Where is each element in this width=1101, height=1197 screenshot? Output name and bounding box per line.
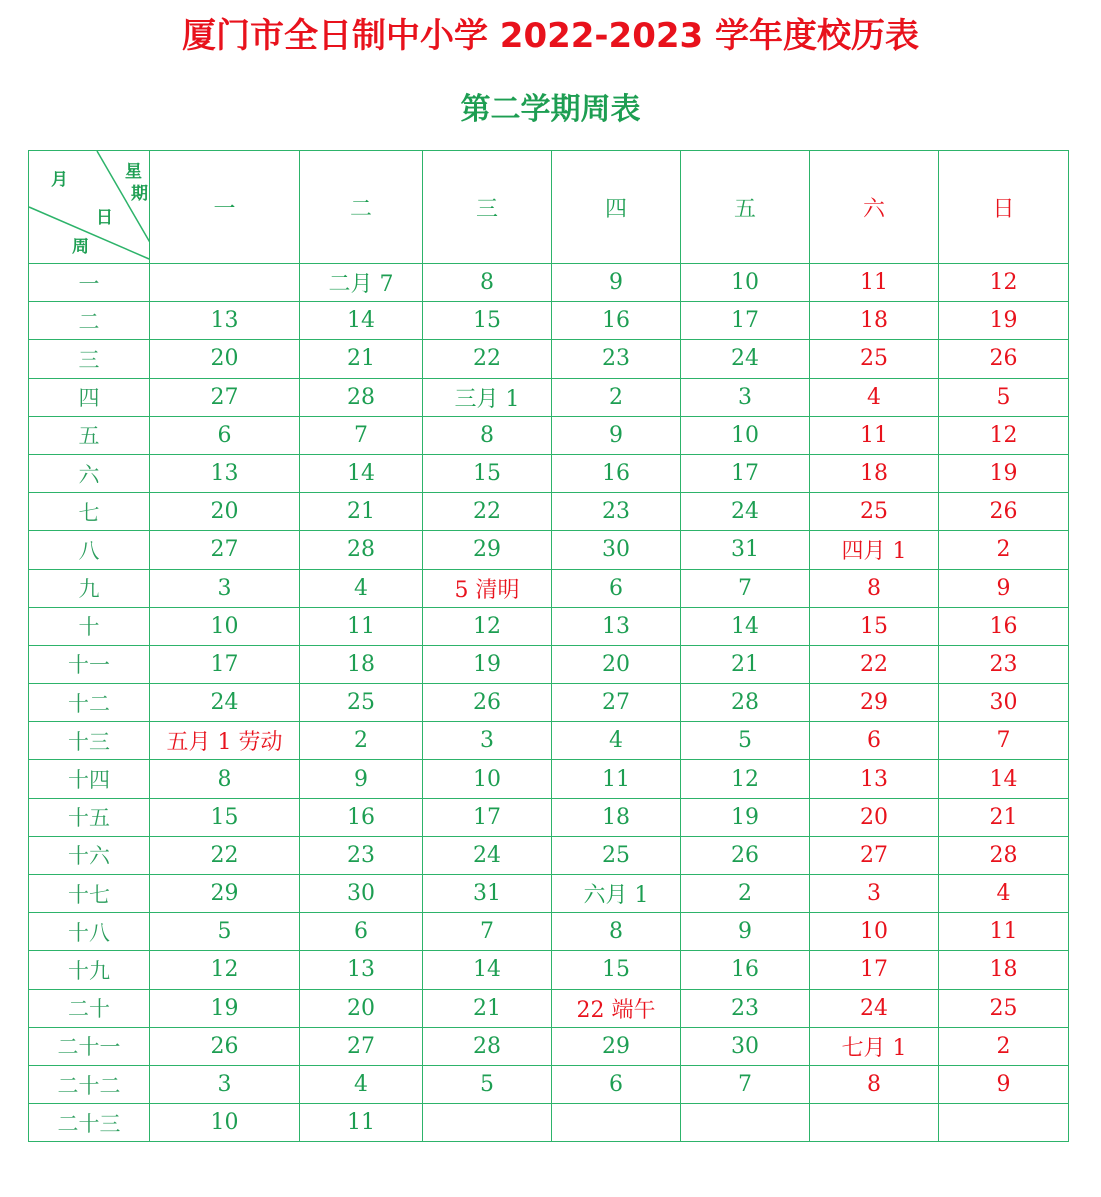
table-row — [29, 798, 1069, 836]
date-cell: 15 — [150, 798, 300, 836]
date-cell: 2 — [939, 1027, 1069, 1065]
date-cell: 14 — [423, 951, 552, 989]
date-cell: 23 — [939, 645, 1069, 683]
date-cell: 14 — [300, 454, 423, 492]
date-cell: 17 — [423, 798, 552, 836]
date-cell: 12 — [681, 760, 810, 798]
header-tue: 二 — [300, 151, 423, 264]
date-cell: 2 — [681, 875, 810, 913]
date-cell: 5 — [423, 1065, 552, 1103]
header-thu: 四 — [552, 151, 681, 264]
table-row — [29, 951, 1069, 989]
date-cell: 28 — [681, 684, 810, 722]
date-cell: 13 — [810, 760, 939, 798]
date-cell: 25 — [939, 989, 1069, 1027]
corner-weekday-label-bottom: 期 — [131, 184, 148, 204]
header-sun: 日 — [939, 151, 1069, 264]
date-cell: 27 — [150, 531, 300, 569]
corner-month-label: 月 — [51, 170, 68, 190]
date-cell: 26 — [150, 1027, 300, 1065]
date-cell: 11 — [939, 913, 1069, 951]
week-number-cell: 八 — [29, 531, 150, 569]
date-cell: 30 — [300, 875, 423, 913]
week-number-cell: 三 — [29, 340, 150, 378]
date-cell: 17 — [810, 951, 939, 989]
date-cell: 25 — [810, 493, 939, 531]
date-cell: 5 — [681, 722, 810, 760]
date-cell: 26 — [939, 340, 1069, 378]
date-cell: 15 — [552, 951, 681, 989]
holiday-date-cell: 22 端午 — [552, 989, 681, 1027]
week-number-cell: 六 — [29, 454, 150, 492]
week-number-cell: 二 — [29, 302, 150, 340]
week-number-cell: 十二 — [29, 684, 150, 722]
date-cell: 24 — [150, 684, 300, 722]
date-cell: 18 — [810, 454, 939, 492]
date-cell: 7 — [300, 416, 423, 454]
week-number-cell: 十七 — [29, 875, 150, 913]
date-cell: 30 — [939, 684, 1069, 722]
date-cell: 9 — [939, 569, 1069, 607]
date-cell — [681, 1104, 810, 1142]
table-row — [29, 340, 1069, 378]
date-cell: 18 — [552, 798, 681, 836]
date-cell: 24 — [423, 836, 552, 874]
table-row — [29, 607, 1069, 645]
date-cell: 8 — [423, 264, 552, 302]
date-cell: 14 — [939, 760, 1069, 798]
table-row — [29, 645, 1069, 683]
week-number-cell: 十六 — [29, 836, 150, 874]
week-number-cell: 十三 — [29, 722, 150, 760]
table-row — [29, 454, 1069, 492]
date-cell: 20 — [552, 645, 681, 683]
date-cell: 18 — [939, 951, 1069, 989]
table-row — [29, 1104, 1069, 1142]
date-cell: 3 — [150, 569, 300, 607]
date-cell: 29 — [552, 1027, 681, 1065]
date-cell: 3 — [150, 1065, 300, 1103]
date-cell: 16 — [552, 454, 681, 492]
date-cell — [150, 264, 300, 302]
date-cell: 12 — [423, 607, 552, 645]
date-cell: 14 — [681, 607, 810, 645]
week-number-cell: 十四 — [29, 760, 150, 798]
week-number-cell: 二十 — [29, 989, 150, 1027]
week-number-cell: 十 — [29, 607, 150, 645]
date-cell: 20 — [300, 989, 423, 1027]
table-row — [29, 416, 1069, 454]
week-number-cell: 十八 — [29, 913, 150, 951]
header-wed: 三 — [423, 151, 552, 264]
date-cell: 11 — [300, 1104, 423, 1142]
week-number-cell: 十五 — [29, 798, 150, 836]
date-cell: 10 — [423, 760, 552, 798]
date-cell: 8 — [423, 416, 552, 454]
corner-header — [29, 151, 150, 264]
date-cell: 20 — [810, 798, 939, 836]
date-cell: 10 — [150, 607, 300, 645]
header-mon: 一 — [150, 151, 300, 264]
date-cell: 6 — [552, 1065, 681, 1103]
date-cell: 22 — [423, 493, 552, 531]
table-row — [29, 378, 1069, 416]
table-row — [29, 569, 1069, 607]
date-cell: 25 — [552, 836, 681, 874]
date-cell: 29 — [150, 875, 300, 913]
date-cell: 7 — [681, 1065, 810, 1103]
date-cell: 六月 1 — [552, 875, 681, 913]
date-cell: 16 — [681, 951, 810, 989]
date-cell — [552, 1104, 681, 1142]
page-title: 厦门市全日制中小学 2022-2023 学年度校历表 — [181, 16, 920, 56]
date-cell: 23 — [552, 340, 681, 378]
date-cell: 23 — [552, 493, 681, 531]
date-cell: 27 — [150, 378, 300, 416]
table-row — [29, 302, 1069, 340]
date-cell: 11 — [810, 416, 939, 454]
date-cell: 17 — [150, 645, 300, 683]
date-cell: 二月 7 — [300, 264, 423, 302]
date-cell: 21 — [300, 340, 423, 378]
date-cell: 20 — [150, 493, 300, 531]
date-cell: 25 — [300, 684, 423, 722]
date-cell: 19 — [423, 645, 552, 683]
date-cell: 9 — [300, 760, 423, 798]
table-row — [29, 493, 1069, 531]
date-cell: 22 — [150, 836, 300, 874]
date-cell: 13 — [150, 454, 300, 492]
week-number-cell: 十九 — [29, 951, 150, 989]
date-cell: 28 — [939, 836, 1069, 874]
date-cell: 11 — [300, 607, 423, 645]
date-cell: 23 — [681, 989, 810, 1027]
calendar-body — [29, 264, 1069, 1142]
date-cell: 4 — [810, 378, 939, 416]
date-cell: 16 — [300, 798, 423, 836]
date-cell: 23 — [300, 836, 423, 874]
date-cell: 5 — [939, 378, 1069, 416]
date-cell: 四月 1 — [810, 531, 939, 569]
date-cell: 7 — [681, 569, 810, 607]
date-cell: 3 — [423, 722, 552, 760]
table-row — [29, 836, 1069, 874]
date-cell: 19 — [681, 798, 810, 836]
table-row — [29, 264, 1069, 302]
date-cell: 10 — [681, 416, 810, 454]
date-cell: 24 — [810, 989, 939, 1027]
date-cell: 6 — [810, 722, 939, 760]
date-cell: 25 — [810, 340, 939, 378]
date-cell: 三月 1 — [423, 378, 552, 416]
table-row — [29, 1065, 1069, 1103]
table-row — [29, 722, 1069, 760]
date-cell: 2 — [552, 378, 681, 416]
corner-day-label: 日 — [96, 208, 113, 228]
corner-weekday-label-top: 星 — [125, 162, 142, 182]
date-cell: 8 — [552, 913, 681, 951]
table-row — [29, 875, 1069, 913]
date-cell: 七月 1 — [810, 1027, 939, 1065]
date-cell: 18 — [300, 645, 423, 683]
date-cell: 29 — [423, 531, 552, 569]
week-number-cell: 二十一 — [29, 1027, 150, 1065]
date-cell: 31 — [681, 531, 810, 569]
date-cell: 22 — [423, 340, 552, 378]
date-cell: 2 — [939, 531, 1069, 569]
page-subtitle: 第二学期周表 — [460, 92, 641, 127]
date-cell: 19 — [150, 989, 300, 1027]
calendar-table — [28, 150, 1069, 1142]
date-cell: 9 — [681, 913, 810, 951]
date-cell: 15 — [810, 607, 939, 645]
date-cell: 16 — [552, 302, 681, 340]
date-cell: 21 — [681, 645, 810, 683]
date-cell: 13 — [552, 607, 681, 645]
table-row — [29, 684, 1069, 722]
holiday-date-cell: 5 清明 — [423, 569, 552, 607]
date-cell: 17 — [681, 302, 810, 340]
week-number-cell: 十一 — [29, 645, 150, 683]
date-cell: 17 — [681, 454, 810, 492]
date-cell: 5 — [150, 913, 300, 951]
date-cell: 15 — [423, 302, 552, 340]
table-row — [29, 989, 1069, 1027]
date-cell: 18 — [810, 302, 939, 340]
date-cell: 27 — [552, 684, 681, 722]
date-cell — [810, 1104, 939, 1142]
date-cell: 28 — [423, 1027, 552, 1065]
date-cell: 7 — [939, 722, 1069, 760]
date-cell: 22 — [810, 645, 939, 683]
date-cell: 2 — [300, 722, 423, 760]
date-cell: 13 — [300, 951, 423, 989]
header-fri: 五 — [681, 151, 810, 264]
date-cell: 3 — [810, 875, 939, 913]
date-cell: 9 — [552, 416, 681, 454]
date-cell: 6 — [150, 416, 300, 454]
week-number-cell: 一 — [29, 264, 150, 302]
date-cell: 24 — [681, 340, 810, 378]
date-cell: 30 — [681, 1027, 810, 1065]
date-cell: 26 — [423, 684, 552, 722]
header-row — [29, 151, 1069, 264]
date-cell: 27 — [810, 836, 939, 874]
date-cell: 21 — [939, 798, 1069, 836]
week-number-cell: 二十二 — [29, 1065, 150, 1103]
date-cell: 6 — [552, 569, 681, 607]
date-cell: 9 — [552, 264, 681, 302]
date-cell: 28 — [300, 531, 423, 569]
date-cell: 4 — [552, 722, 681, 760]
date-cell: 12 — [150, 951, 300, 989]
date-cell: 9 — [939, 1065, 1069, 1103]
date-cell: 19 — [939, 302, 1069, 340]
date-cell: 8 — [810, 569, 939, 607]
date-cell: 13 — [150, 302, 300, 340]
date-cell: 21 — [300, 493, 423, 531]
week-number-cell: 七 — [29, 493, 150, 531]
holiday-date-cell: 五月 1 劳动 — [150, 722, 300, 760]
date-cell: 31 — [423, 875, 552, 913]
week-number-cell: 五 — [29, 416, 150, 454]
corner-week-label: 周 — [72, 237, 89, 257]
date-cell: 10 — [150, 1104, 300, 1142]
table-row — [29, 760, 1069, 798]
week-number-cell: 四 — [29, 378, 150, 416]
date-cell: 7 — [423, 913, 552, 951]
date-cell: 8 — [150, 760, 300, 798]
date-cell: 12 — [939, 264, 1069, 302]
date-cell: 19 — [939, 454, 1069, 492]
date-cell: 11 — [552, 760, 681, 798]
date-cell: 28 — [300, 378, 423, 416]
date-cell: 15 — [423, 454, 552, 492]
date-cell: 27 — [300, 1027, 423, 1065]
date-cell: 20 — [150, 340, 300, 378]
week-number-cell: 二十三 — [29, 1104, 150, 1142]
date-cell: 26 — [681, 836, 810, 874]
week-number-cell: 九 — [29, 569, 150, 607]
date-cell: 14 — [300, 302, 423, 340]
date-cell: 12 — [939, 416, 1069, 454]
date-cell: 16 — [939, 607, 1069, 645]
date-cell: 4 — [300, 569, 423, 607]
date-cell: 24 — [681, 493, 810, 531]
date-cell: 4 — [939, 875, 1069, 913]
table-row — [29, 1027, 1069, 1065]
date-cell: 8 — [810, 1065, 939, 1103]
date-cell: 11 — [810, 264, 939, 302]
date-cell: 29 — [810, 684, 939, 722]
date-cell: 30 — [552, 531, 681, 569]
date-cell — [423, 1104, 552, 1142]
date-cell: 10 — [681, 264, 810, 302]
date-cell: 26 — [939, 493, 1069, 531]
table-row — [29, 913, 1069, 951]
header-sat: 六 — [810, 151, 939, 264]
date-cell: 21 — [423, 989, 552, 1027]
date-cell: 6 — [300, 913, 423, 951]
date-cell: 10 — [810, 913, 939, 951]
date-cell: 3 — [681, 378, 810, 416]
date-cell: 4 — [300, 1065, 423, 1103]
date-cell — [939, 1104, 1069, 1142]
table-row — [29, 531, 1069, 569]
